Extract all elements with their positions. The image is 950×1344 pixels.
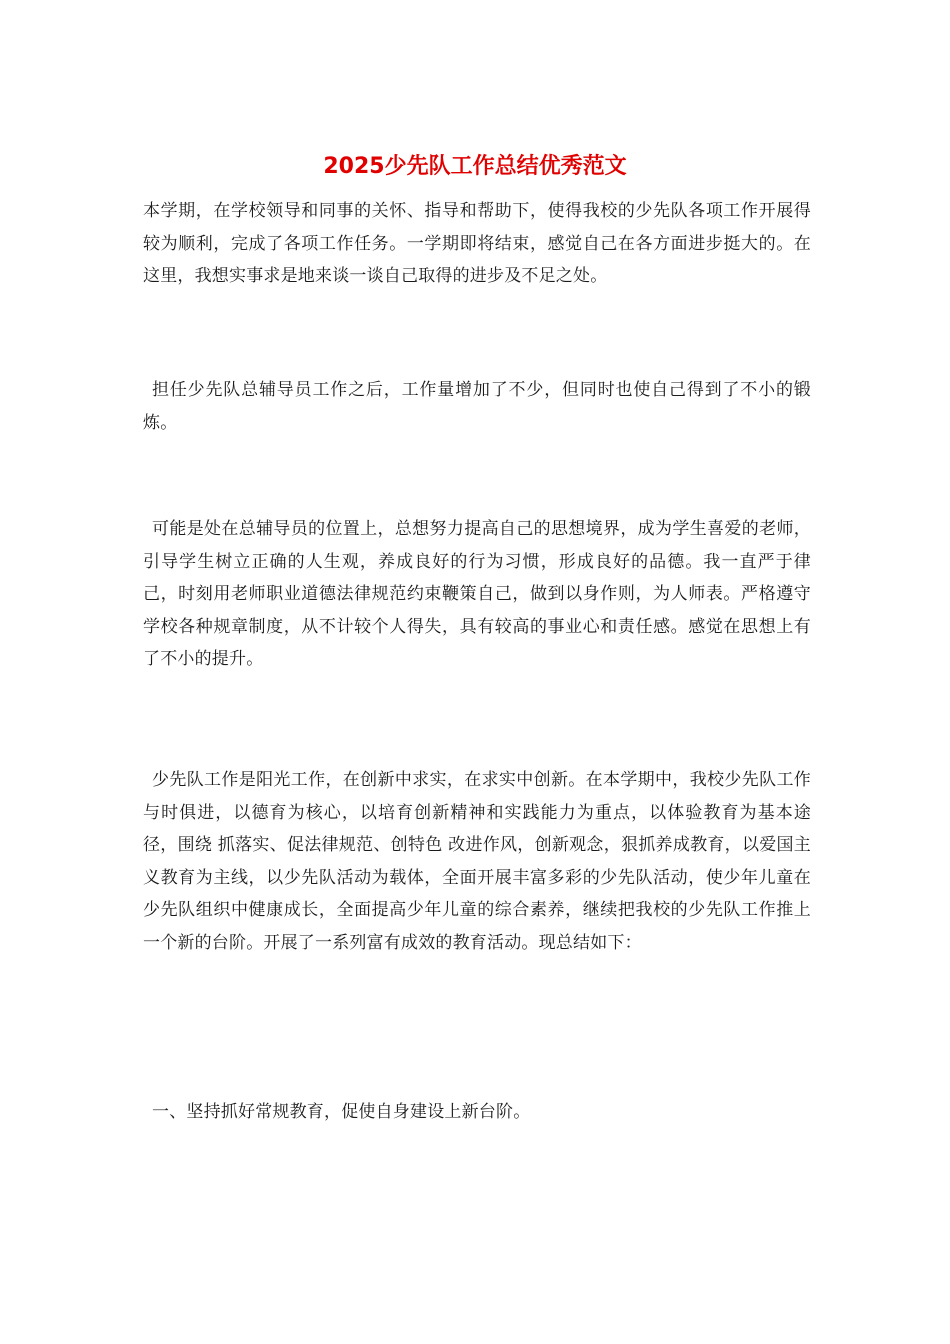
paragraph-workload: 担任少先队总辅导员工作之后，工作量增加了不少，但同时也使自己得到了不小的锻炼。 bbox=[143, 380, 811, 433]
document-title: 2025少先队工作总结优秀范文 bbox=[323, 154, 627, 179]
paragraph-intro: 本学期，在学校领导和同事的关怀、指导和帮助下，使得我校的少先队各项工作开展得较为顺利，完成了各项工作任务。一学期即将结束，感觉自己在各方面进步挺大的。在这里，我想实事求是地来谈一谈自己取得的进步及不足之处。 bbox=[143, 201, 811, 286]
paragraph-section-one: 一、坚持抓好常规教育，促使自身建设上新台阶。 bbox=[152, 1102, 531, 1122]
paragraph-ideology: 可能是处在总辅导员的位置上，总想努力提高自己的思想境界，成为学生喜爱的老师，引导学生树立正确的人生观，养成良好的行为习惯，形成良好的品德。我一直严于律己，时刻用老师职业道德法律规范约束鞭策自己，做到以身作则，为人师表。严格遵守学校各种规章制度，从不计较个人得失，具有较高的事业心和责任感。感觉在思想上有了不小的提升。 bbox=[143, 519, 811, 669]
paragraph-activities: 少先队工作是阳光工作，在创新中求实，在求实中创新。在本学期中，我校少先队工作与时俱进，以德育为核心，以培育创新精神和实践能力为重点，以体验教育为基本途径，围绕 抓落实、促法律规范、创特色 改进作风，创新观念，狠抓养成教育，以爱国主义教育为主线，以少先队活动为载体，全面开展丰富多彩的少先队活动，使少年儿童在少先队组织中健康成长，全面提高少年儿童的综合素养，继续把我校的少先队工作推上一个新的台阶。开展了一系列富有成效的教育活动。现总结如下： bbox=[143, 770, 811, 953]
